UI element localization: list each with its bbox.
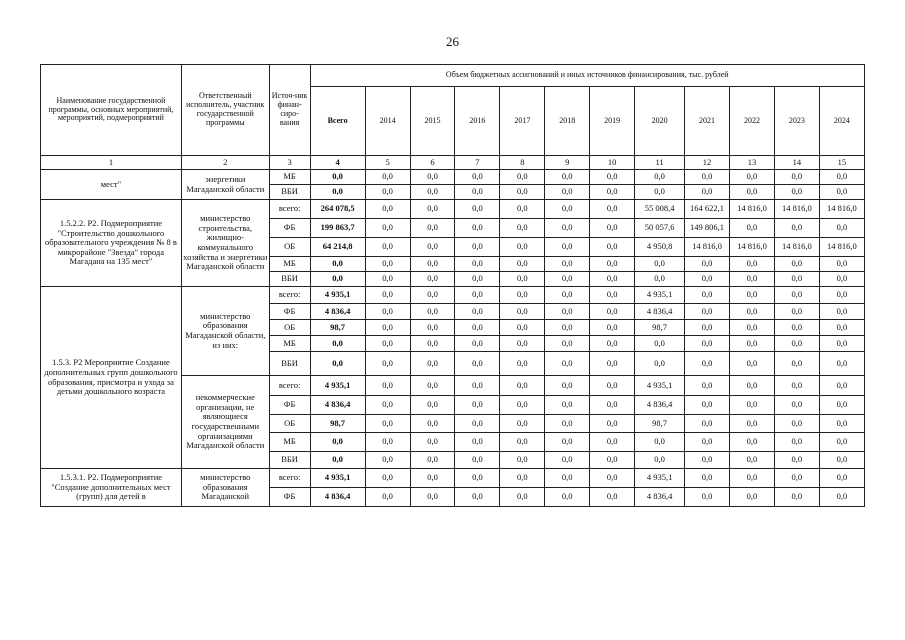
header-funding-title: Объем бюджетных ассигнований и иных источников финансирования, тыс. рублей bbox=[310, 65, 864, 87]
executor-cell: министерство образования Магаданской области, из них: bbox=[181, 287, 269, 376]
total-value-cell: 98,7 bbox=[310, 415, 365, 433]
column-number: 7 bbox=[455, 156, 500, 170]
column-number: 15 bbox=[819, 156, 864, 170]
year-value-cell: 0,0 bbox=[730, 415, 775, 433]
funding-source-cell: МБ bbox=[269, 336, 310, 352]
year-value-cell: 0,0 bbox=[590, 272, 635, 287]
year-value-cell: 0,0 bbox=[635, 336, 685, 352]
year-value-cell: 0,0 bbox=[410, 336, 455, 352]
year-value-cell: 0,0 bbox=[500, 336, 545, 352]
total-value-cell: 98,7 bbox=[310, 320, 365, 336]
year-value-cell: 0,0 bbox=[545, 304, 590, 320]
header-year: 2018 bbox=[545, 87, 590, 156]
page-number: 26 bbox=[446, 34, 459, 49]
year-value-cell: 0,0 bbox=[545, 415, 590, 433]
year-value-cell: 0,0 bbox=[730, 185, 775, 200]
year-value-cell: 0,0 bbox=[590, 185, 635, 200]
year-value-cell: 4 836,4 bbox=[635, 304, 685, 320]
year-value-cell: 0,0 bbox=[730, 320, 775, 336]
year-value-cell: 0,0 bbox=[455, 272, 500, 287]
year-value-cell: 0,0 bbox=[635, 257, 685, 272]
year-value-cell: 0,0 bbox=[774, 170, 819, 185]
executor-cell: некоммерческие организации, не являющиеся государственными организациями Магаданской области bbox=[181, 376, 269, 469]
year-value-cell: 0,0 bbox=[365, 170, 410, 185]
year-value-cell: 0,0 bbox=[500, 320, 545, 336]
year-value-cell: 14 816,0 bbox=[774, 238, 819, 257]
year-value-cell: 0,0 bbox=[590, 469, 635, 488]
year-value-cell: 0,0 bbox=[545, 272, 590, 287]
year-value-cell: 0,0 bbox=[819, 433, 864, 452]
year-value-cell: 55 008,4 bbox=[635, 200, 685, 219]
year-value-cell: 0,0 bbox=[365, 336, 410, 352]
year-value-cell: 0,0 bbox=[590, 336, 635, 352]
year-value-cell: 0,0 bbox=[545, 352, 590, 376]
year-value-cell: 0,0 bbox=[545, 170, 590, 185]
year-value-cell: 0,0 bbox=[455, 185, 500, 200]
year-value-cell: 0,0 bbox=[819, 170, 864, 185]
header-year: 2016 bbox=[455, 87, 500, 156]
total-value-cell: 264 078,5 bbox=[310, 200, 365, 219]
year-value-cell: 0,0 bbox=[365, 376, 410, 396]
header-funding-source: Источ-ник финан-сиро-вания bbox=[269, 65, 310, 156]
year-value-cell: 0,0 bbox=[685, 304, 730, 320]
year-value-cell: 0,0 bbox=[410, 287, 455, 304]
year-value-cell: 0,0 bbox=[590, 200, 635, 219]
funding-source-cell: МБ bbox=[269, 170, 310, 185]
total-value-cell: 199 863,7 bbox=[310, 219, 365, 238]
year-value-cell: 0,0 bbox=[774, 469, 819, 488]
year-value-cell: 0,0 bbox=[500, 219, 545, 238]
year-value-cell: 0,0 bbox=[455, 452, 500, 469]
program-name-cell: 1.5.3. Р2 Мероприятие Создание дополнительных групп дошкольного образования, присмотра и ухода за детьми дошкольного возраста bbox=[41, 287, 182, 469]
year-value-cell: 0,0 bbox=[730, 469, 775, 488]
column-number: 14 bbox=[774, 156, 819, 170]
year-value-cell: 0,0 bbox=[365, 219, 410, 238]
year-value-cell: 0,0 bbox=[455, 336, 500, 352]
year-value-cell: 0,0 bbox=[819, 352, 864, 376]
total-value-cell: 0,0 bbox=[310, 352, 365, 376]
year-value-cell: 0,0 bbox=[819, 320, 864, 336]
table-row bbox=[41, 200, 865, 219]
year-value-cell: 0,0 bbox=[545, 452, 590, 469]
header-total: Всего bbox=[310, 87, 365, 156]
year-value-cell: 149 806,1 bbox=[685, 219, 730, 238]
funding-source-cell: ОБ bbox=[269, 320, 310, 336]
year-value-cell: 50 057,6 bbox=[635, 219, 685, 238]
year-value-cell: 0,0 bbox=[819, 336, 864, 352]
funding-source-cell: всего: bbox=[269, 287, 310, 304]
year-value-cell: 0,0 bbox=[455, 257, 500, 272]
column-number: 10 bbox=[590, 156, 635, 170]
year-value-cell: 0,0 bbox=[410, 415, 455, 433]
year-value-cell: 0,0 bbox=[410, 433, 455, 452]
year-value-cell: 0,0 bbox=[635, 452, 685, 469]
table-row bbox=[41, 287, 865, 304]
year-value-cell: 0,0 bbox=[500, 452, 545, 469]
year-value-cell: 0,0 bbox=[500, 238, 545, 257]
table-row bbox=[41, 170, 865, 185]
year-value-cell: 0,0 bbox=[774, 433, 819, 452]
year-value-cell: 0,0 bbox=[410, 185, 455, 200]
year-value-cell: 0,0 bbox=[774, 415, 819, 433]
year-value-cell: 0,0 bbox=[500, 352, 545, 376]
year-value-cell: 0,0 bbox=[365, 200, 410, 219]
year-value-cell: 0,0 bbox=[455, 320, 500, 336]
executor-cell: министерство строительства, жилищно-коммунального хозяйства и энергетики Магаданской области bbox=[181, 200, 269, 287]
year-value-cell: 0,0 bbox=[730, 219, 775, 238]
header-year: 2023 bbox=[774, 87, 819, 156]
year-value-cell: 98,7 bbox=[635, 320, 685, 336]
year-value-cell: 0,0 bbox=[455, 488, 500, 507]
year-value-cell: 0,0 bbox=[685, 488, 730, 507]
year-value-cell: 0,0 bbox=[774, 320, 819, 336]
total-value-cell: 0,0 bbox=[310, 336, 365, 352]
year-value-cell: 0,0 bbox=[455, 170, 500, 185]
year-value-cell: 0,0 bbox=[365, 287, 410, 304]
year-value-cell: 0,0 bbox=[819, 287, 864, 304]
year-value-cell: 0,0 bbox=[730, 170, 775, 185]
year-value-cell: 4 935,1 bbox=[635, 376, 685, 396]
year-value-cell: 0,0 bbox=[685, 376, 730, 396]
year-value-cell: 0,0 bbox=[545, 320, 590, 336]
year-value-cell: 0,0 bbox=[410, 469, 455, 488]
program-name-cell: мест" bbox=[41, 170, 182, 200]
year-value-cell: 0,0 bbox=[819, 219, 864, 238]
year-value-cell: 0,0 bbox=[410, 219, 455, 238]
year-value-cell: 0,0 bbox=[455, 287, 500, 304]
year-value-cell: 0,0 bbox=[500, 433, 545, 452]
total-value-cell: 4 836,4 bbox=[310, 488, 365, 507]
total-value-cell: 0,0 bbox=[310, 272, 365, 287]
year-value-cell: 14 816,0 bbox=[774, 200, 819, 219]
year-value-cell: 0,0 bbox=[455, 415, 500, 433]
year-value-cell: 0,0 bbox=[500, 185, 545, 200]
year-value-cell: 0,0 bbox=[455, 376, 500, 396]
year-value-cell: 0,0 bbox=[455, 238, 500, 257]
column-number: 11 bbox=[635, 156, 685, 170]
year-value-cell: 0,0 bbox=[590, 320, 635, 336]
year-value-cell: 0,0 bbox=[545, 257, 590, 272]
funding-source-cell: ОБ bbox=[269, 238, 310, 257]
header-year: 2021 bbox=[685, 87, 730, 156]
year-value-cell: 0,0 bbox=[685, 352, 730, 376]
year-value-cell: 0,0 bbox=[685, 287, 730, 304]
year-value-cell: 0,0 bbox=[365, 304, 410, 320]
funding-source-cell: ОБ bbox=[269, 415, 310, 433]
program-name-cell: 1.5.3.1. Р2. Подмероприятие "Создание дополнительных мест (групп) для детей в bbox=[41, 469, 182, 507]
year-value-cell: 0,0 bbox=[410, 352, 455, 376]
column-number: 5 bbox=[365, 156, 410, 170]
year-value-cell: 0,0 bbox=[590, 304, 635, 320]
funding-source-cell: ФБ bbox=[269, 488, 310, 507]
year-value-cell: 0,0 bbox=[590, 238, 635, 257]
year-value-cell: 0,0 bbox=[635, 352, 685, 376]
year-value-cell: 0,0 bbox=[590, 433, 635, 452]
year-value-cell: 0,0 bbox=[635, 185, 685, 200]
year-value-cell: 0,0 bbox=[365, 488, 410, 507]
funding-source-cell: ФБ bbox=[269, 219, 310, 238]
year-value-cell: 0,0 bbox=[545, 469, 590, 488]
funding-source-cell: всего: bbox=[269, 376, 310, 396]
total-value-cell: 4 836,4 bbox=[310, 304, 365, 320]
year-value-cell: 0,0 bbox=[545, 200, 590, 219]
year-value-cell: 0,0 bbox=[410, 170, 455, 185]
funding-source-cell: ВБИ bbox=[269, 185, 310, 200]
total-value-cell: 4 935,1 bbox=[310, 469, 365, 488]
header-year: 2015 bbox=[410, 87, 455, 156]
column-number: 12 bbox=[685, 156, 730, 170]
total-value-cell: 4 836,4 bbox=[310, 396, 365, 415]
year-value-cell: 0,0 bbox=[819, 396, 864, 415]
year-value-cell: 0,0 bbox=[590, 257, 635, 272]
year-value-cell: 0,0 bbox=[774, 257, 819, 272]
year-value-cell: 0,0 bbox=[730, 433, 775, 452]
year-value-cell: 0,0 bbox=[365, 415, 410, 433]
year-value-cell: 0,0 bbox=[500, 200, 545, 219]
year-value-cell: 0,0 bbox=[774, 452, 819, 469]
year-value-cell: 0,0 bbox=[365, 352, 410, 376]
header-year: 2019 bbox=[590, 87, 635, 156]
year-value-cell: 0,0 bbox=[819, 272, 864, 287]
year-value-cell: 0,0 bbox=[545, 287, 590, 304]
column-number: 1 bbox=[41, 156, 182, 170]
year-value-cell: 0,0 bbox=[774, 304, 819, 320]
year-value-cell: 0,0 bbox=[774, 396, 819, 415]
funding-source-cell: МБ bbox=[269, 433, 310, 452]
year-value-cell: 4 950,8 bbox=[635, 238, 685, 257]
year-value-cell: 0,0 bbox=[590, 488, 635, 507]
header-year: 2017 bbox=[500, 87, 545, 156]
year-value-cell: 0,0 bbox=[685, 185, 730, 200]
column-number: 2 bbox=[181, 156, 269, 170]
year-value-cell: 0,0 bbox=[365, 469, 410, 488]
year-value-cell: 14 816,0 bbox=[819, 238, 864, 257]
year-value-cell: 0,0 bbox=[730, 257, 775, 272]
year-value-cell: 0,0 bbox=[819, 488, 864, 507]
year-value-cell: 0,0 bbox=[730, 304, 775, 320]
year-value-cell: 0,0 bbox=[455, 304, 500, 320]
year-value-cell: 0,0 bbox=[590, 452, 635, 469]
total-value-cell: 4 935,1 bbox=[310, 287, 365, 304]
year-value-cell: 0,0 bbox=[774, 376, 819, 396]
year-value-cell: 0,0 bbox=[500, 272, 545, 287]
year-value-cell: 0,0 bbox=[730, 376, 775, 396]
year-value-cell: 0,0 bbox=[410, 304, 455, 320]
year-value-cell: 0,0 bbox=[500, 488, 545, 507]
year-value-cell: 0,0 bbox=[455, 433, 500, 452]
year-value-cell: 164 622,1 bbox=[685, 200, 730, 219]
header-program-name: Наименование государственной программы, основных мероприятий, мероприятий, подмероприятий bbox=[41, 65, 182, 156]
funding-source-cell: ФБ bbox=[269, 396, 310, 415]
executor-cell: энергетики Магаданской области bbox=[181, 170, 269, 200]
year-value-cell: 0,0 bbox=[410, 488, 455, 507]
funding-source-cell: ВБИ bbox=[269, 352, 310, 376]
year-value-cell: 0,0 bbox=[410, 200, 455, 219]
total-value-cell: 4 935,1 bbox=[310, 376, 365, 396]
year-value-cell: 0,0 bbox=[774, 488, 819, 507]
year-value-cell: 0,0 bbox=[545, 219, 590, 238]
year-value-cell: 0,0 bbox=[774, 287, 819, 304]
year-value-cell: 0,0 bbox=[455, 219, 500, 238]
year-value-cell: 0,0 bbox=[500, 304, 545, 320]
header-year: 2024 bbox=[819, 87, 864, 156]
year-value-cell: 0,0 bbox=[774, 272, 819, 287]
budget-table bbox=[40, 64, 865, 507]
year-value-cell: 0,0 bbox=[500, 415, 545, 433]
year-value-cell: 0,0 bbox=[545, 336, 590, 352]
funding-source-cell: ВБИ bbox=[269, 452, 310, 469]
year-value-cell: 0,0 bbox=[410, 452, 455, 469]
year-value-cell: 0,0 bbox=[819, 452, 864, 469]
total-value-cell: 0,0 bbox=[310, 452, 365, 469]
year-value-cell: 0,0 bbox=[590, 287, 635, 304]
funding-source-cell: ФБ bbox=[269, 304, 310, 320]
year-value-cell: 0,0 bbox=[455, 396, 500, 415]
table-header bbox=[41, 65, 865, 170]
column-number: 8 bbox=[500, 156, 545, 170]
year-value-cell: 0,0 bbox=[685, 336, 730, 352]
year-value-cell: 0,0 bbox=[819, 415, 864, 433]
year-value-cell: 0,0 bbox=[365, 433, 410, 452]
program-name-cell: 1.5.2.2. Р2. Подмероприятие "Строительство дошкольного образовательного учреждения № 8 в микрорайоне "Звезда" города Магадана на 135 мест" bbox=[41, 200, 182, 287]
column-number: 6 bbox=[410, 156, 455, 170]
year-value-cell: 0,0 bbox=[455, 469, 500, 488]
year-value-cell: 0,0 bbox=[365, 272, 410, 287]
year-value-cell: 0,0 bbox=[730, 287, 775, 304]
year-value-cell: 0,0 bbox=[730, 352, 775, 376]
year-value-cell: 0,0 bbox=[590, 352, 635, 376]
year-value-cell: 0,0 bbox=[590, 415, 635, 433]
year-value-cell: 4 935,1 bbox=[635, 287, 685, 304]
year-value-cell: 0,0 bbox=[819, 469, 864, 488]
year-value-cell: 0,0 bbox=[500, 469, 545, 488]
year-value-cell: 0,0 bbox=[774, 336, 819, 352]
year-value-cell: 0,0 bbox=[410, 257, 455, 272]
year-value-cell: 0,0 bbox=[365, 257, 410, 272]
total-value-cell: 64 214,8 bbox=[310, 238, 365, 257]
year-value-cell: 0,0 bbox=[410, 376, 455, 396]
year-value-cell: 0,0 bbox=[590, 219, 635, 238]
funding-source-cell: всего: bbox=[269, 469, 310, 488]
year-value-cell: 0,0 bbox=[455, 200, 500, 219]
year-value-cell: 0,0 bbox=[685, 452, 730, 469]
year-value-cell: 0,0 bbox=[730, 452, 775, 469]
year-value-cell: 0,0 bbox=[500, 170, 545, 185]
year-value-cell: 0,0 bbox=[590, 396, 635, 415]
year-value-cell: 0,0 bbox=[730, 396, 775, 415]
year-value-cell: 14 816,0 bbox=[730, 238, 775, 257]
year-value-cell: 0,0 bbox=[365, 396, 410, 415]
year-value-cell: 0,0 bbox=[774, 185, 819, 200]
total-value-cell: 0,0 bbox=[310, 170, 365, 185]
year-value-cell: 0,0 bbox=[685, 396, 730, 415]
column-number: 3 bbox=[269, 156, 310, 170]
year-value-cell: 4 836,4 bbox=[635, 488, 685, 507]
funding-source-cell: ВБИ bbox=[269, 272, 310, 287]
year-value-cell: 0,0 bbox=[685, 415, 730, 433]
year-value-cell: 0,0 bbox=[685, 272, 730, 287]
year-value-cell: 98,7 bbox=[635, 415, 685, 433]
funding-source-cell: МБ bbox=[269, 257, 310, 272]
funding-source-cell: всего: bbox=[269, 200, 310, 219]
year-value-cell: 0,0 bbox=[635, 272, 685, 287]
year-value-cell: 0,0 bbox=[685, 433, 730, 452]
year-value-cell: 0,0 bbox=[455, 352, 500, 376]
column-number: 9 bbox=[545, 156, 590, 170]
year-value-cell: 0,0 bbox=[545, 433, 590, 452]
year-value-cell: 14 816,0 bbox=[685, 238, 730, 257]
year-value-cell: 0,0 bbox=[774, 352, 819, 376]
year-value-cell: 0,0 bbox=[365, 320, 410, 336]
column-number: 13 bbox=[730, 156, 775, 170]
year-value-cell: 4 836,4 bbox=[635, 396, 685, 415]
year-value-cell: 0,0 bbox=[545, 488, 590, 507]
year-value-cell: 0,0 bbox=[410, 238, 455, 257]
year-value-cell: 0,0 bbox=[819, 257, 864, 272]
year-value-cell: 0,0 bbox=[819, 376, 864, 396]
year-value-cell: 0,0 bbox=[774, 219, 819, 238]
total-value-cell: 0,0 bbox=[310, 185, 365, 200]
year-value-cell: 0,0 bbox=[500, 396, 545, 415]
year-value-cell: 0,0 bbox=[365, 238, 410, 257]
year-value-cell: 0,0 bbox=[819, 304, 864, 320]
total-value-cell: 0,0 bbox=[310, 257, 365, 272]
year-value-cell: 0,0 bbox=[410, 272, 455, 287]
table-row bbox=[41, 469, 865, 488]
year-value-cell: 0,0 bbox=[730, 272, 775, 287]
year-value-cell: 0,0 bbox=[500, 257, 545, 272]
header-year: 2014 bbox=[365, 87, 410, 156]
year-value-cell: 0,0 bbox=[635, 433, 685, 452]
header-year: 2022 bbox=[730, 87, 775, 156]
year-value-cell: 0,0 bbox=[685, 469, 730, 488]
header-year: 2020 bbox=[635, 87, 685, 156]
year-value-cell: 4 935,1 bbox=[635, 469, 685, 488]
year-value-cell: 0,0 bbox=[685, 170, 730, 185]
year-value-cell: 0,0 bbox=[545, 396, 590, 415]
year-value-cell: 0,0 bbox=[819, 185, 864, 200]
year-value-cell: 0,0 bbox=[500, 287, 545, 304]
column-number: 4 bbox=[310, 156, 365, 170]
year-value-cell: 0,0 bbox=[545, 185, 590, 200]
year-value-cell: 0,0 bbox=[410, 396, 455, 415]
year-value-cell: 0,0 bbox=[730, 488, 775, 507]
year-value-cell: 0,0 bbox=[685, 257, 730, 272]
year-value-cell: 0,0 bbox=[545, 376, 590, 396]
executor-cell: министерство образования Магаданской bbox=[181, 469, 269, 507]
year-value-cell: 0,0 bbox=[365, 185, 410, 200]
year-value-cell: 0,0 bbox=[590, 376, 635, 396]
year-value-cell: 0,0 bbox=[635, 170, 685, 185]
year-value-cell: 0,0 bbox=[545, 238, 590, 257]
total-value-cell: 0,0 bbox=[310, 433, 365, 452]
year-value-cell: 14 816,0 bbox=[730, 200, 775, 219]
year-value-cell: 0,0 bbox=[410, 320, 455, 336]
year-value-cell: 0,0 bbox=[500, 376, 545, 396]
year-value-cell: 0,0 bbox=[590, 170, 635, 185]
year-value-cell: 0,0 bbox=[365, 452, 410, 469]
year-value-cell: 0,0 bbox=[730, 336, 775, 352]
year-value-cell: 0,0 bbox=[685, 320, 730, 336]
header-executor: Ответственный исполнитель, участник государственной программы bbox=[181, 65, 269, 156]
table-body bbox=[41, 170, 865, 507]
year-value-cell: 14 816,0 bbox=[819, 200, 864, 219]
